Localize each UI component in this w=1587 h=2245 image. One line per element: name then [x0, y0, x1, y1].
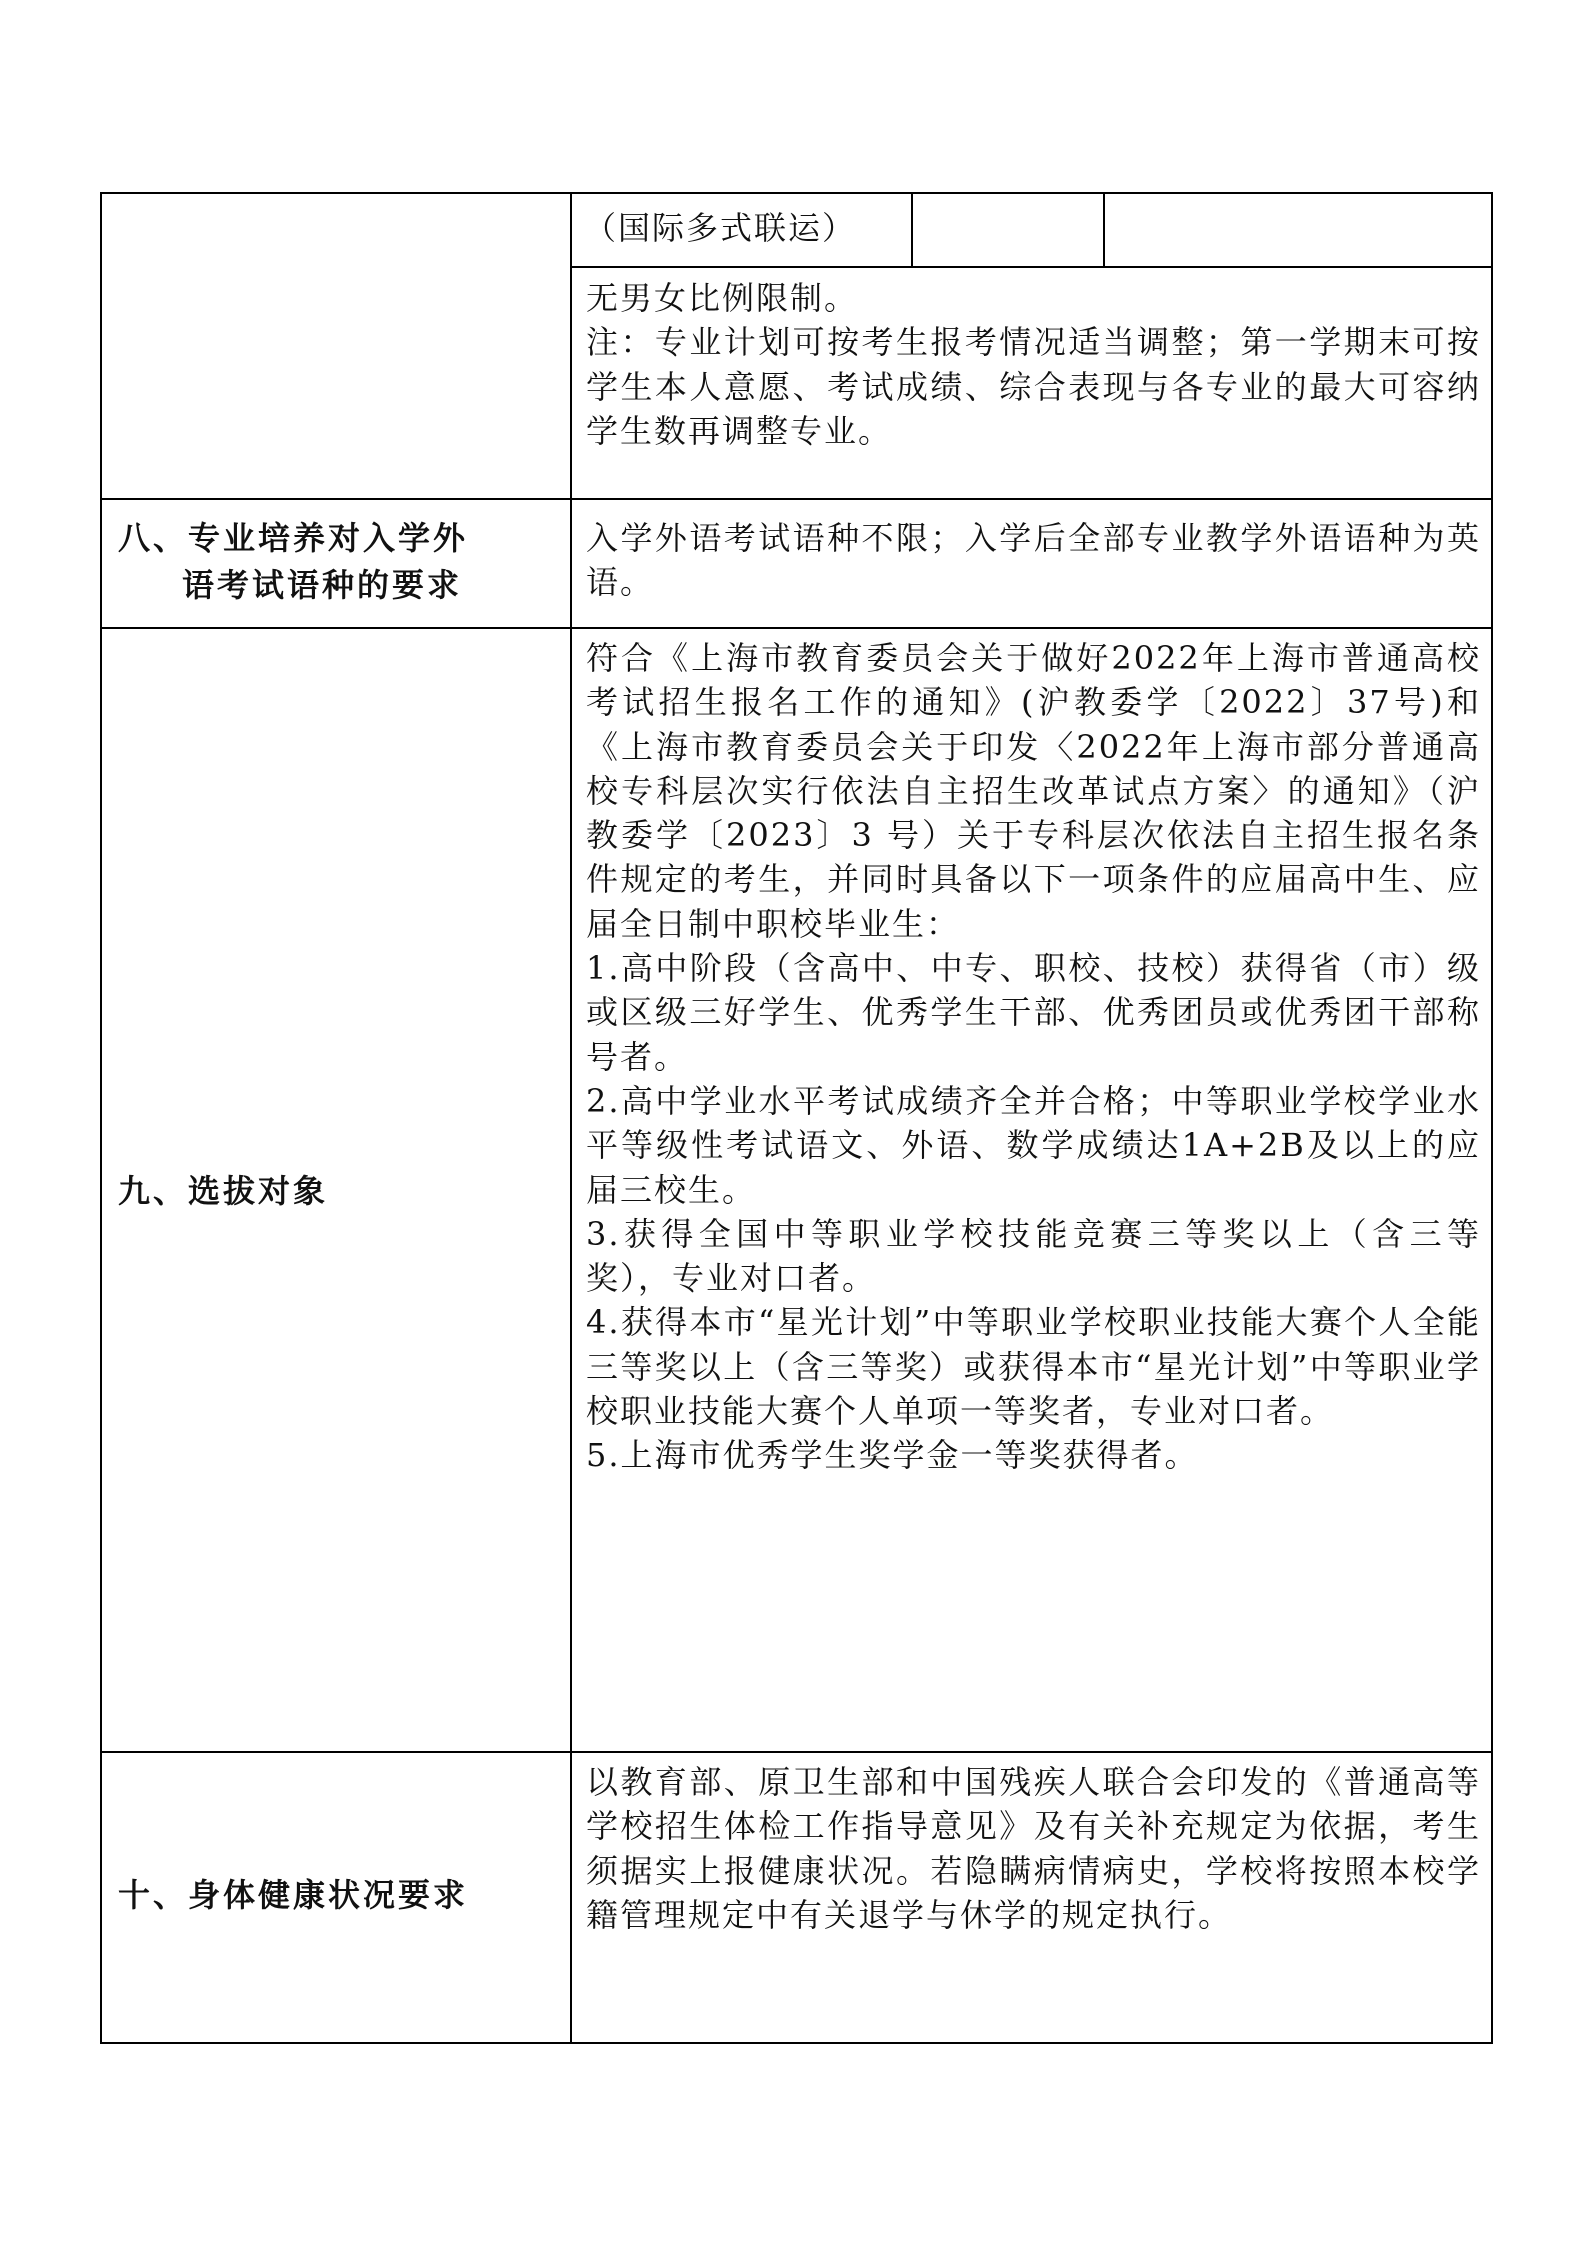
row8-content: 入学外语考试语种不限；入学后全部专业教学外语语种为英语。	[586, 519, 1481, 602]
row8-label-line1: 八、专业培养对入学外	[118, 519, 469, 557]
selection-criterion-5: 5.上海市优秀学生奖学金一等奖获得者。	[586, 1436, 1199, 1475]
admission-table	[100, 192, 1493, 2044]
major-name: （国际多式联运）	[584, 209, 857, 247]
row9-label: 九、选拔对象	[118, 1172, 329, 1210]
selection-criterion-2: 2.高中学业水平考试成绩齐全并合格；中等职业学校学业水平等级性考试语文、外语、数学成绩达1A+2B及以上的应届三校生。	[586, 1081, 1481, 1209]
row8-content-cell	[586, 516, 1481, 605]
plan-adjustment-note: 注：专业计划可按考生报考情况适当调整；第一学期末可按学生本人意愿、考试成绩、综合表现与各专业的最大可容纳学生数再调整专业。	[586, 323, 1481, 450]
selection-criterion-1: 1.高中阶段（含高中、中专、职校、技校）获得省（市）级或区级三好学生、优秀学生干部、优秀团员或优秀团干部称号者。	[586, 949, 1481, 1076]
row10-label: 十、身体健康状况要求	[118, 1876, 469, 1914]
gender-ratio-note: 无男女比例限制。	[586, 279, 859, 317]
row9-content-cell	[586, 636, 1481, 1478]
row-divider	[570, 266, 1493, 268]
empty-cell	[913, 194, 1103, 266]
row9-intro: 符合《上海市教育委员会关于做好2022年上海市普通高校考试招生报名工作的通知》(沪教委学〔2022〕37号)和《上海市教育委员会关于印发〈2022年上海市部分普通高校专科层次实行依法自主招生改革试点方案〉的通知》（沪教委学〔2023〕3 号）关于专科层次依法自主招生报名条件规定的考生，并同时具备以下一项条件的应届高中生、应届全日制中职校毕业生：	[586, 639, 1481, 943]
notes-cell	[586, 276, 1481, 453]
row8-label-line2: 语考试语种的要求	[182, 566, 463, 604]
table-bottom-border	[100, 2042, 1493, 2044]
table-right-border	[1491, 192, 1493, 2044]
column-divider	[570, 192, 572, 2044]
row-divider	[100, 627, 1493, 629]
table-left-border	[100, 192, 102, 2044]
row10-content: 以教育部、原卫生部和中国残疾人联合会印发的《普通高等学校招生体检工作指导意见》及有关补充规定为依据，考生须据实上报健康状况。若隐瞒病情病史，学校将按照本校学籍管理规定中有关退学与休学的规定执行。	[586, 1763, 1481, 1934]
selection-criterion-3: 3.获得全国中等职业学校技能竞赛三等奖以上（含三等奖），专业对口者。	[586, 1214, 1481, 1298]
selection-criterion-4: 4.获得本市“星光计划”中等职业学校职业技能大赛个人全能三等奖以上（含三等奖）或获得本市“星光计划”中等职业学校职业技能大赛个人单项一等奖者，专业对口者。	[586, 1303, 1481, 1431]
empty-cell	[1105, 194, 1491, 266]
row10-content-cell	[586, 1760, 1481, 1937]
row-divider	[100, 1751, 1493, 1753]
major-name-cell	[572, 194, 911, 266]
row-divider	[100, 498, 1493, 500]
